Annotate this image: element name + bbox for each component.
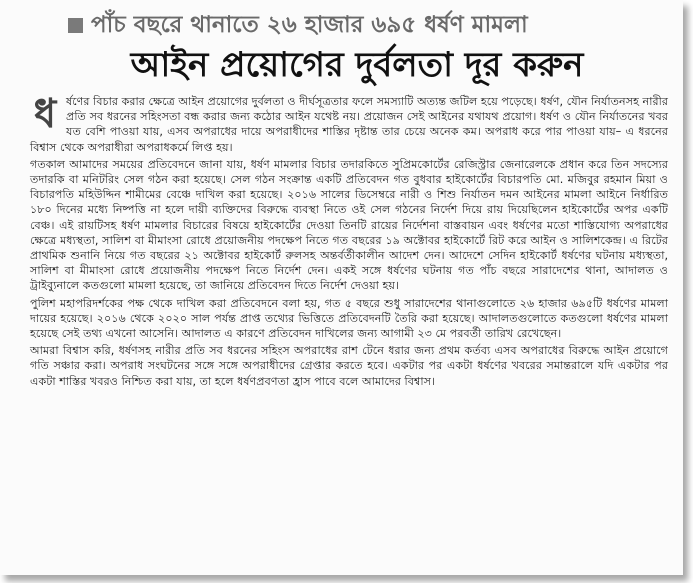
article-body bbox=[30, 91, 668, 389]
paragraph-2: গতকাল আমাদের সময়ের প্রতিবেদনে জানা যায়, ধর্ষণ মামলার বিচার তদারকিতে সুপ্রিমকোর্টের রেজিস্ট্রার জেনারেলকে প্রধান করে তিন সদস্যের তদারকি বা মনিটরিং সেল গঠন করা হয়েছে। সেল গঠন সংক্রান্ত একটি প্রতিবেদন গত বুধবার হাইকোর্টের বিচারপতি মো. মজিবুর রহমান মিয়া ও বিচারপতি মহিউদ্দিন শামীমের বেঞ্চে দাখিল করা হয়েছে। ২০১৬ সালের ডিসেম্বরে নারী ও শিশু নির্যাতন দমন আইনের মামলা আইনে নির্ধারিত ১৮০ দিনের মধ্যে নিষ্পত্তি না হলে দায়ী ব্যক্তিদের বিরুদ্ধে ব্যবস্থা নিতে ওই সেল গঠনের নির্দেশ দিয়ে রায় দিয়েছিলেন হাইকোর্টের অপর একটি বেঞ্চ। এই রায়টিসহ ধর্ষণ মামলার বিচারের বিষয়ে হাইকোর্টের দেওয়া তিনটি রায়ের নির্দেশনা বাস্তবায়ন এবং ধর্ষণের মতো শাস্তিযোগ্য অপরাধের ক্ষেত্রে মধ্যস্থতা, সালিশ বা মীমাংসা রোধে প্রয়োজনীয় পদক্ষেপ নিতে গত বছরের ১৯ অক্টোবর হাইকোর্টে রিট করে আইন ও সালিশকেন্দ্র। এ রিটের প্রাথমিক শুনানি নিয়ে গত বছরের ২১ অক্টোবর হাইকোর্ট রুলসহ অন্তর্বর্তীকালীন আদেশ দেন। আদেশে সেদিন হাইকোর্ট ধর্ষণের ঘটনায় মধ্যস্থতা, সালিশ বা মীমাংসা রোধে প্রয়োজনীয় পদক্ষেপ নিতে নির্দেশ দেন। একই সঙ্গে ধর্ষণের ঘটনায় গত পাঁচ বছরে সারাদেশের থানা, আদালত ও ট্রাইব্যুনালে কতগুলো মামলা হয়েছে, তা জানিয়ে প্রতিবেদন দিতে নির্দেশ দেওয়া হয়। bbox=[30, 157, 668, 293]
paragraph-1 bbox=[30, 91, 668, 155]
kicker-square-icon bbox=[68, 18, 83, 33]
kicker bbox=[68, 8, 668, 42]
headline: আইন প্রয়োগের দুর্বলতা দূর করুন bbox=[130, 45, 584, 85]
editorial-article bbox=[30, 8, 668, 391]
drop-cap: ধ bbox=[33, 91, 57, 137]
paragraph-4: আমরা বিশ্বাস করি, ধর্ষণসহ নারীর প্রতি সব ধরনের সহিংস অপরাধের রাশ টেনে ধরার জন্য প্রথম কর্তব্য এসব অপরাধের বিরুদ্ধে আইন প্রয়োগে গতি সঞ্চার করা। অপরাধ সংঘটনের সঙ্গে সঙ্গে অপরাধীদের গ্রেপ্তার করতে হবে। একটার পর একটা ধর্ষণের খবরের সমান্তরালে যদি একটার পর একটা শাস্তির খবরও নিশ্চিত করা যায়, তা হলে ধর্ষণপ্রবণতা হ্রাস পাবে বলে আমাদের বিশ্বাস। bbox=[30, 344, 668, 388]
kicker-text: পাঁচ বছরে থানাতে ২৬ হাজার ৬৯৫ ধর্ষণ মামলা bbox=[91, 11, 528, 38]
paragraph-3: পুলিশ মহাপরিদর্শকের পক্ষ থেকে দাখিল করা প্রতিবেদনে বলা হয়, গত ৫ বছরে শুধু সারাদেশের থানাগুলোতে ২৬ হাজার ৬৯৫টি ধর্ষণের মামলা দায়ের হয়েছে। ২০১৬ থেকে ২০২০ সাল পর্যন্ত প্রাপ্ত তথ্যের ভিত্তিতে প্রতিবেদনটি তৈরি করা হয়েছে। আদালতগুলোতে কতগুলো ধর্ষণের মামলা হয়েছে সেই তথ্য এখনো আসেনি। আদালত এ কারণে প্রতিবেদন দাখিলের জন্য আগামী ২৩ মে পরবর্তী তারিখ রেখেছেন। bbox=[30, 296, 668, 341]
paragraph-1-text: র্ষণের বিচার করার ক্ষেত্রে আইন প্রয়োগের দুর্বলতা ও দীর্ঘসূত্রতার ফলে সমস্যাটি অত্যন্ত জটিল হয়ে পড়েছে। ধর্ষণ, যৌন নির্যাতনসহ নারীর প্রতি সব ধরনের সহিংসতা বন্ধ করার জন্য কঠোর আইন যথেষ্ট নয়। প্রয়োজন সেই আইনের যথাযথ প্রয়োগ। ধর্ষণ ও যৌন নির্যাতনের খবর যত বেশি পাওয়া যায়, এসব অপরাধের দায়ে অপরাধীদের শাস্তির দৃষ্টান্ত তার চেয়ে অনেক কম। অপরাধ করে পার পাওয়া যায়– এ ধরনের বিশ্বাস থেকে অপরাধীরা অপরাধকর্মে লিপ্ত হয়। bbox=[30, 95, 668, 154]
